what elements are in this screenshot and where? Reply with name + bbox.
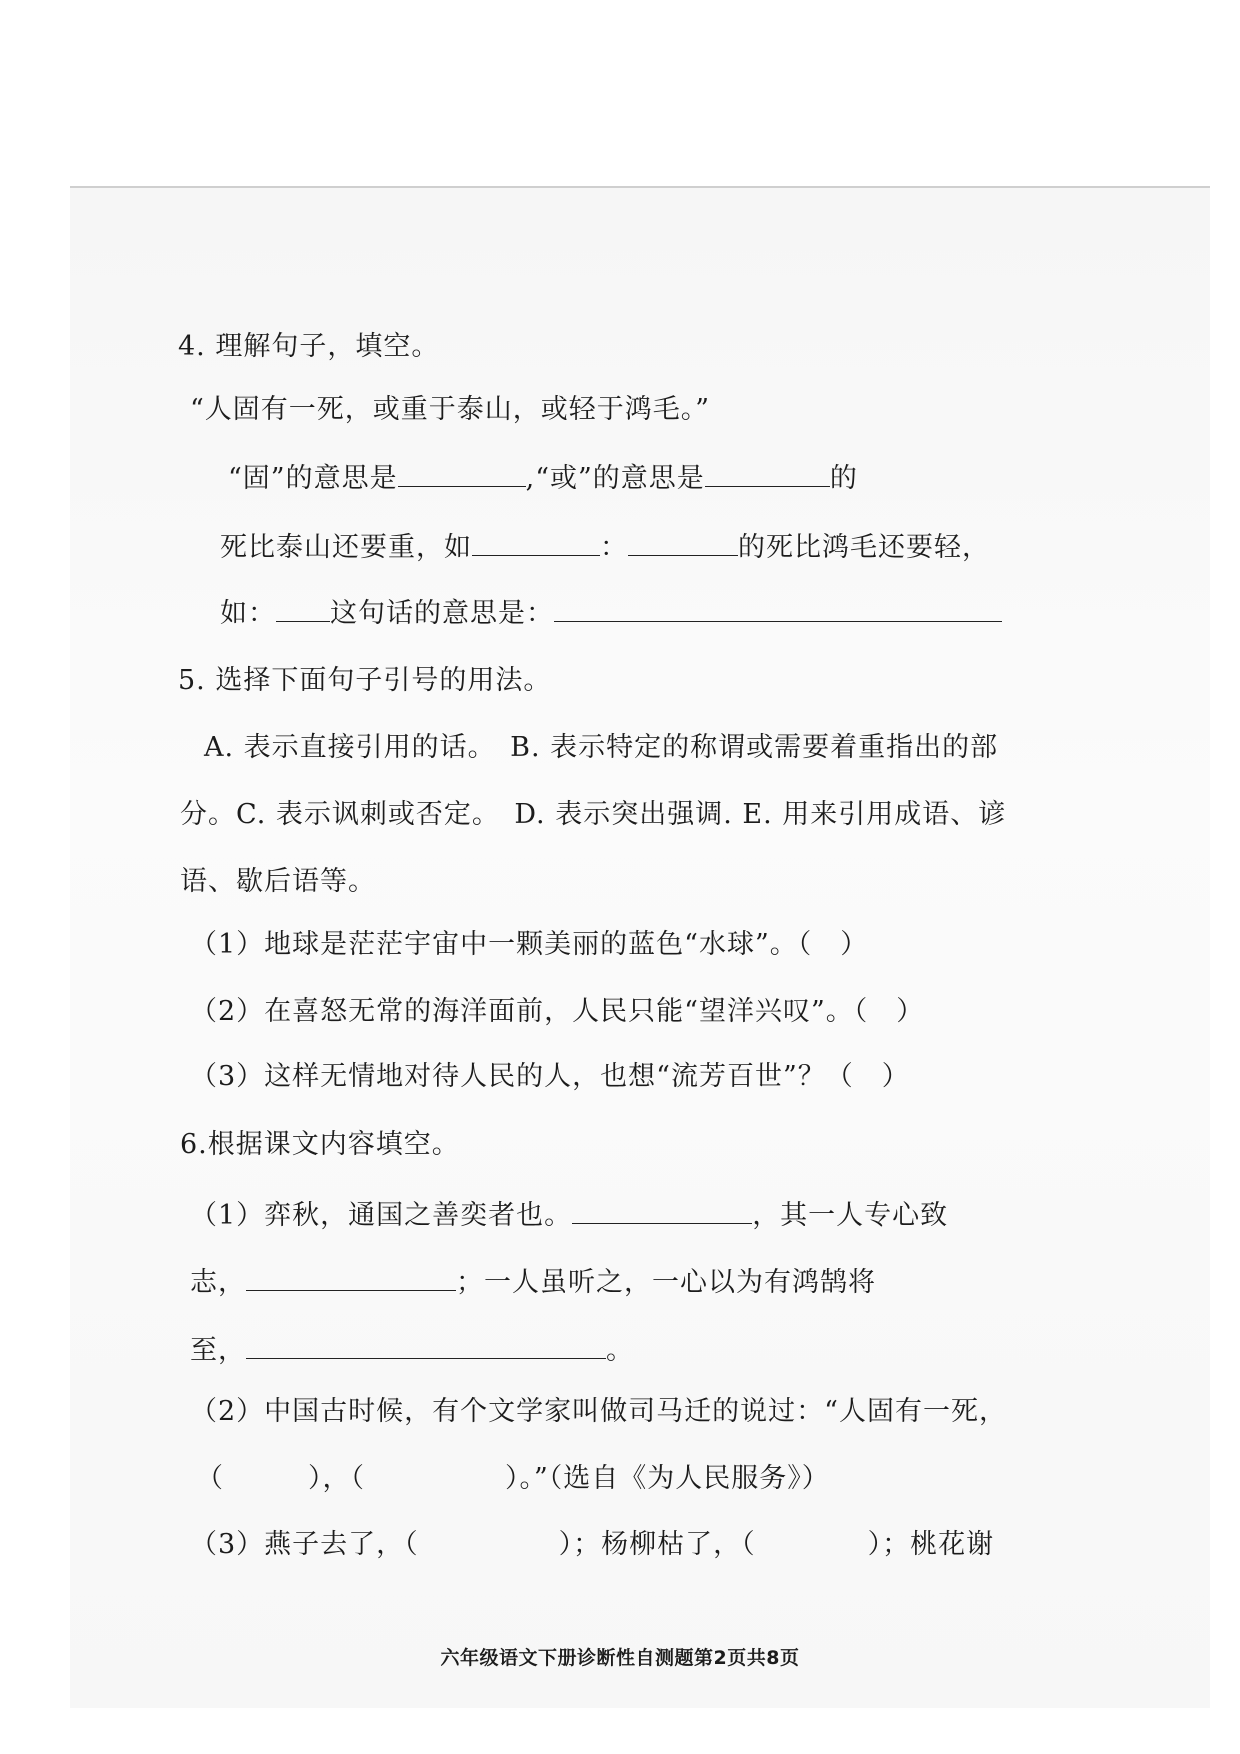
- q4-l3b: 这句话的意思是：: [330, 598, 554, 629]
- q4-blank-ex3[interactable]: [276, 593, 330, 622]
- q4-l2a: 死比泰山还要重，如: [220, 532, 472, 563]
- q4-blank-ex1[interactable]: [472, 527, 600, 556]
- q4-line1: [228, 458, 858, 496]
- q4-title: 4. 理解句子，填空。: [178, 331, 440, 362]
- q6-s1-line1: [190, 1195, 948, 1233]
- q6-blank-1[interactable]: [572, 1195, 752, 1224]
- q6-blank-3[interactable]: [246, 1330, 606, 1359]
- q4-blank-ex2[interactable]: [628, 527, 738, 556]
- q4-line2: [220, 527, 990, 565]
- q6-s1b: ，其一人专心致: [752, 1200, 949, 1231]
- q4-quote: “人固有一死，或重于泰山，或轻于鸿毛。”: [190, 394, 711, 425]
- q4-blank-meaning[interactable]: [554, 593, 1002, 622]
- q5-options-line1: A. 表示直接引用的话。 B. 表示特定的称谓或需要着重指出的部: [204, 732, 999, 763]
- q6-s1-line3: [190, 1330, 634, 1368]
- q6-s1-line2: [190, 1262, 876, 1300]
- q4-blank-huo[interactable]: [705, 458, 830, 487]
- q5-item-3: （3）这样无情地对待人民的人，也想“流芳百世”？（ ）: [190, 1061, 910, 1092]
- q5-item-1: （1）地球是茫茫宇宙中一颗美丽的蓝色“水球”。（ ）: [190, 929, 869, 960]
- q6-s2-line2: （ ），（ ）。”（选自《为人民服务》）: [196, 1463, 830, 1494]
- q4-blank-gu[interactable]: [398, 458, 526, 487]
- q5-options-line3: 语、歇后语等。: [180, 866, 376, 897]
- page-footer: 六年级语文下册诊断性自测题第2页共8页: [440, 1647, 800, 1669]
- q6-s3-line1: （3）燕子去了，（ ）；杨柳枯了，（ ）；桃花谢: [190, 1529, 995, 1560]
- q6-s1a: （1）弈秋，通国之善奕者也。: [190, 1200, 573, 1231]
- q6-title: 6.根据课文内容填空。: [180, 1129, 460, 1160]
- q6-s1d: ；一人虽听之，一心以为有鸿鹄将: [456, 1267, 876, 1298]
- q4-l1b: ,“或”的意思是: [525, 463, 705, 494]
- q6-s2-line1: （2）中国古时候，有个文学家叫做司马迁的说过：“人固有一死，: [190, 1396, 1007, 1427]
- q5-title: 5. 选择下面句子引号的用法。: [178, 665, 552, 696]
- q4-l2b: ：: [600, 532, 628, 563]
- scan-edge-line: [70, 186, 1210, 188]
- q4-l2c: 的死比鸿毛还要轻，: [738, 532, 990, 563]
- q5-options-line2: 分。C. 表示讽刺或否定。 D. 表示突出强调. E. 用来引用成语、谚: [180, 799, 1007, 830]
- q6-blank-2[interactable]: [246, 1262, 456, 1291]
- q4-line3: [220, 593, 1002, 631]
- q5-item-2: （2）在喜怒无常的海洋面前，人民只能“望洋兴叹”。（ ）: [190, 996, 925, 1027]
- q4-l1c: 的: [829, 463, 858, 494]
- q4-l3a: 如：: [220, 598, 276, 629]
- q6-s1f: 。: [606, 1335, 634, 1366]
- q4-l1a: “固”的意思是: [228, 463, 398, 494]
- q6-s1e: 至，: [190, 1335, 246, 1366]
- q6-s1c: 志，: [190, 1267, 246, 1298]
